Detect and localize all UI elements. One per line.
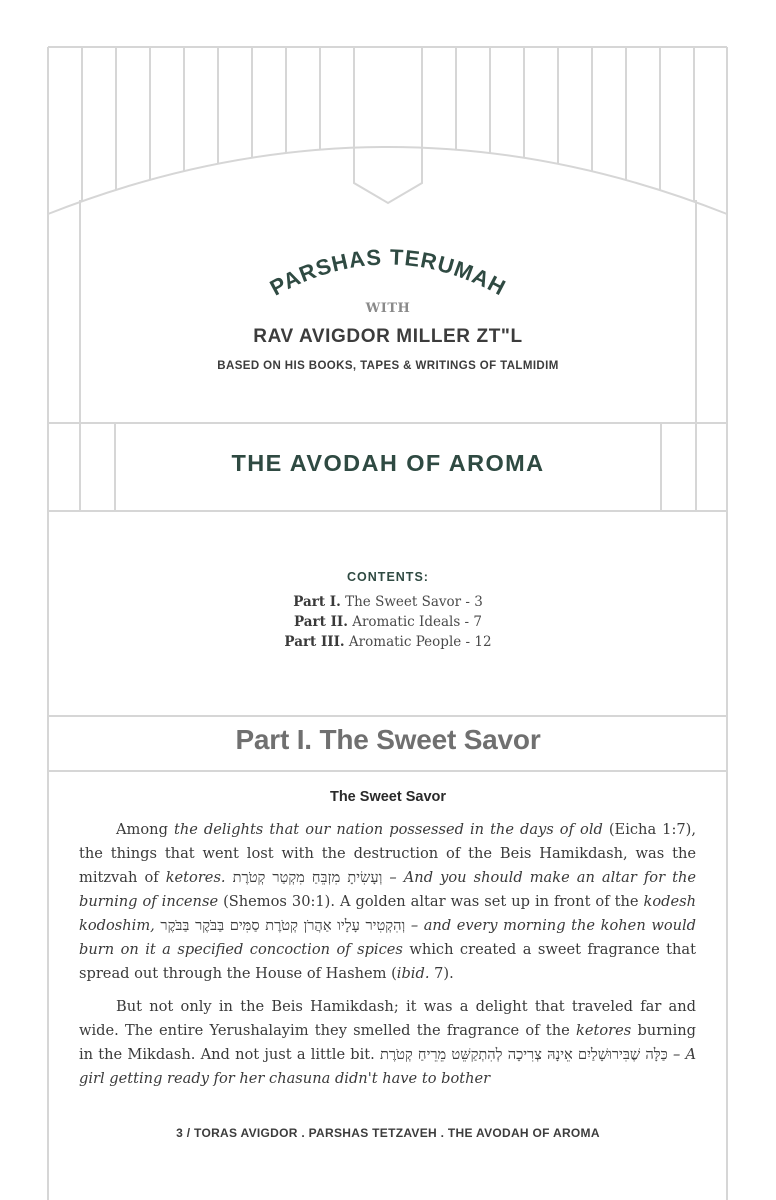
based-on-line: BASED ON HIS BOOKS, TAPES & WRITINGS OF TALMIDIM [217, 360, 559, 372]
text-run: – A girl getting ready for her chasuna didn't have to bother [79, 1046, 696, 1087]
section-subtitle: The Sweet Savor [329, 789, 447, 805]
text-run: kodesh kodoshim, [79, 893, 696, 934]
topic-title: THE AVODAH OF AROMA [231, 450, 545, 476]
text-run: וְעָשִׂיתָ מִזְבֵּחַ מִקְטַר קְטֹרֶת [225, 869, 383, 886]
with-label: WITH [365, 301, 411, 316]
section-title: Part I. The Sweet Savor [235, 724, 541, 755]
toc-title: Aromatic Ideals - 7 [347, 614, 482, 630]
toc-part: Part II. [294, 614, 348, 630]
toc-item[interactable] [0, 632, 776, 652]
text-run: ketores [575, 1022, 632, 1039]
text-run: (Eicha 1:7), the things that went lost with the destruction of the Beis Hamikdash, was the mitzvah of [79, 821, 697, 886]
toc-title: The Sweet Savor - 3 [340, 594, 483, 610]
text-run: ibid. [396, 965, 430, 982]
rav-name: RAV AVIGDOR MILLER ZT"L [253, 326, 523, 347]
text-run: (Shemos 30:1). A golden altar was set up in front of the [218, 893, 644, 910]
body-text [79, 818, 696, 1100]
toc-title: Aromatic People - 12 [344, 634, 492, 650]
parsha-title: PARSHAS TERUMAH [265, 244, 511, 301]
toc-part: Part III. [284, 634, 345, 650]
text-run: Among [116, 821, 174, 838]
parsha-title-arc [0, 0, 776, 330]
paragraph-1 [79, 818, 696, 986]
contents-label: CONTENTS: [347, 570, 429, 584]
text-run: – And you should make an altar for the burning of incense [79, 869, 697, 910]
toc-part: Part I. [293, 594, 341, 610]
text-run: ketores. [165, 869, 226, 886]
text-run: וְהִקְטִיר עָלָיו אַהֲרֹן קְטֹרֶת סַמִּים בַּבֹּקֶר בַּבֹּקֶר [154, 917, 406, 934]
text-run: But not only in the Beis Hamikdash; it was a delight that traveled far and wide. The entire Yerushalayim they smelled the fragrance of the [79, 998, 696, 1039]
table-of-contents [0, 592, 776, 652]
text-run: 7). [429, 965, 454, 982]
text-run: – and every morning the kohen would burn on it a specified concoction of spices [79, 917, 697, 958]
toc-item[interactable] [0, 612, 776, 632]
text-run: burning in the Mikdash. And not just a little bit. [79, 1022, 696, 1063]
svg-text:PARSHAS TERUMAH [266, 244, 510, 300]
paragraph-2 [79, 995, 696, 1091]
page-footer: 3 / TORAS AVIGDOR . PARSHAS TETZAVEH . THE AVODAH OF AROMA [176, 1126, 600, 1140]
text-run: the delights that our nation possessed in the days of old [173, 821, 603, 838]
toc-item[interactable] [0, 592, 776, 612]
text-run: כַּלָּה שֶׁבִּירוּשָׁלַיִם אֵינָהּ צְרִיכָה לְהִתְקַשֵּׁט מֵרֵיחַ קְטֹרֶת [380, 1046, 668, 1063]
text-run: which created a sweet fragrance that spread out through the House of Hashem ( [79, 941, 696, 982]
